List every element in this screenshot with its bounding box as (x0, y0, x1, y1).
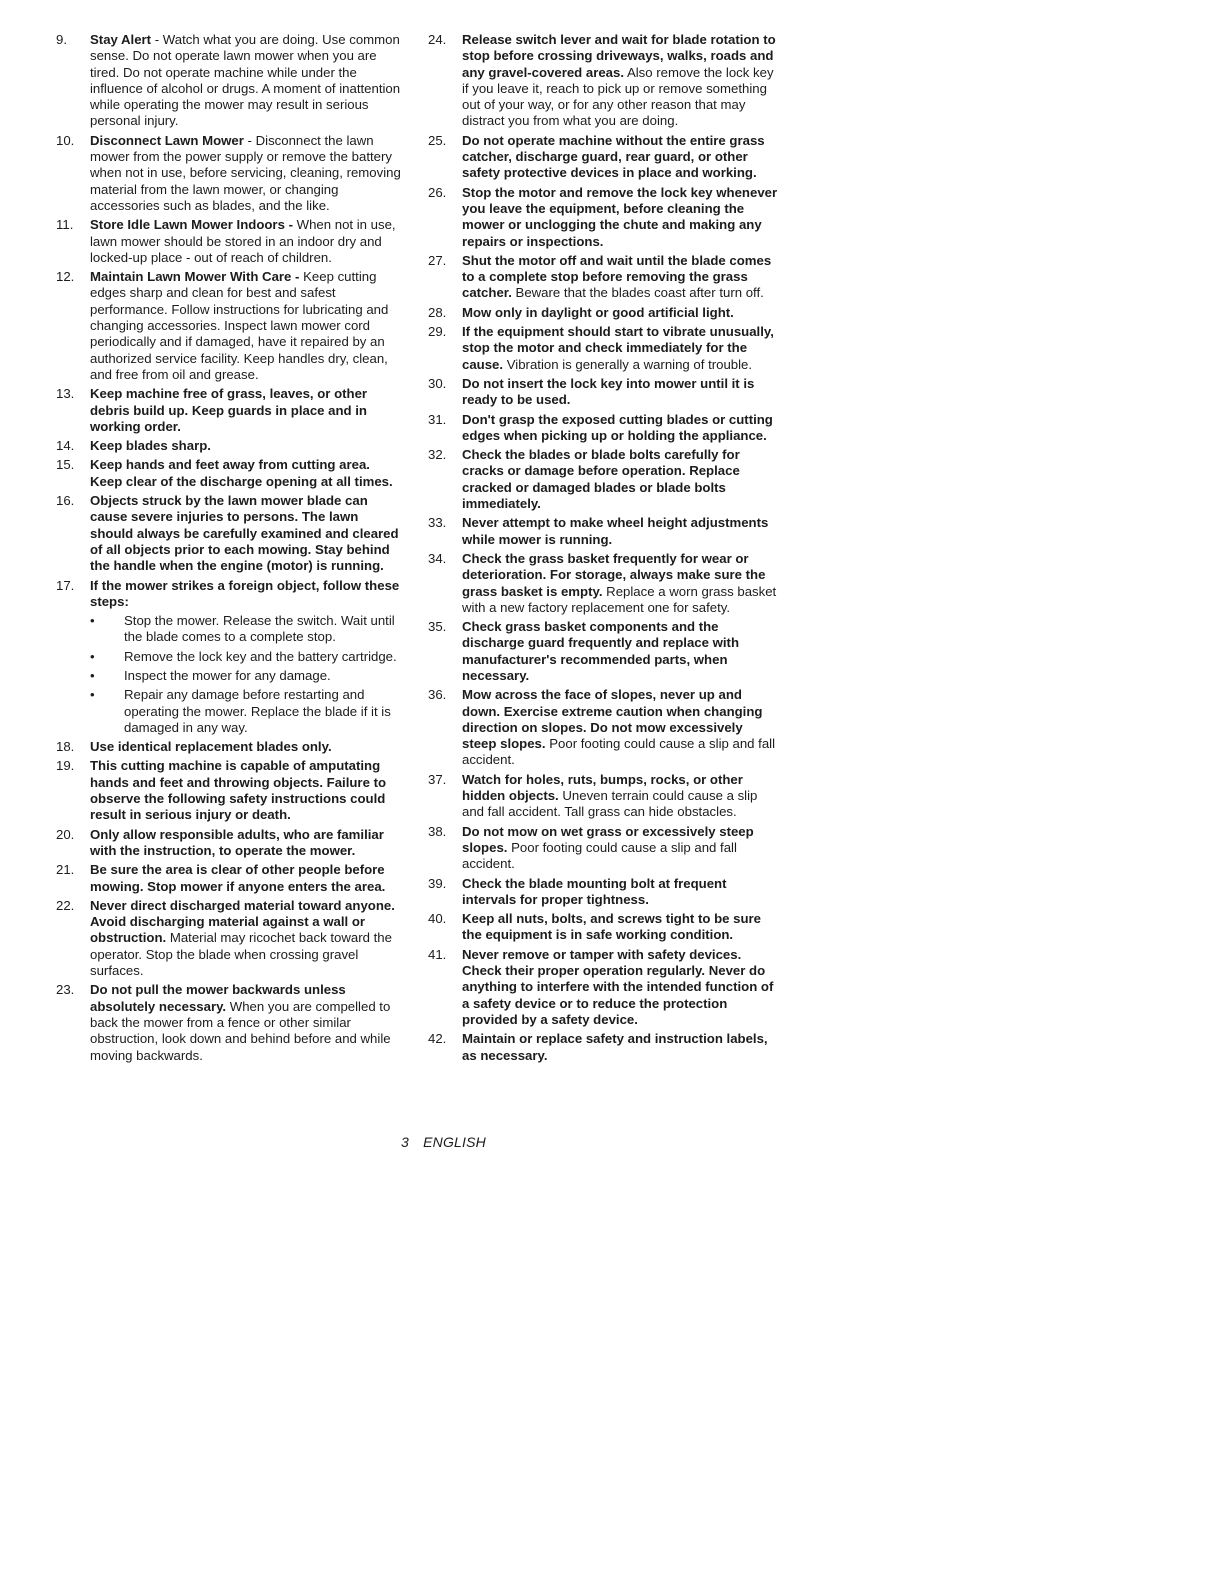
item-number: 24. (428, 32, 447, 47)
bullet-item (90, 668, 402, 684)
item-heading: Check the blade mounting bolt at frequent intervals for proper tightness. (462, 875, 727, 907)
safety-item (428, 551, 778, 616)
safety-item (56, 862, 402, 895)
item-number: 20. (56, 826, 75, 842)
item-heading: Mow only in daylight or good artificial light. (462, 304, 734, 320)
item-heading: If the equipment should start to vibrate unusually, stop the motor and check immediately for the cause. (462, 324, 774, 372)
bullet-dot: • (90, 648, 95, 664)
item-heading: Do not operate machine without the entire grass catcher, discharge guard, rear guard, or other safety protective devices in place and working. (462, 132, 765, 181)
item-number: 32. (428, 447, 447, 463)
item-heading: Shut the motor off and wait until the blade comes to a complete stop before removing the grass catcher. (462, 252, 772, 301)
item-heading: Only allow responsible adults, who are familiar with the instruction, to operate the mower. (90, 826, 384, 858)
item-number: 17. (56, 577, 75, 593)
safety-item (56, 758, 402, 823)
safety-item (428, 253, 778, 302)
item-heading: Do not pull the mower backwards unless absolutely necessary. (90, 982, 346, 1014)
right-column (428, 32, 778, 1067)
safety-item (56, 898, 402, 979)
item-text: When not in use, lawn mower should be stored in an indoor dry and locked-up place - out of reach of children. (90, 217, 396, 265)
safety-item (56, 133, 402, 214)
item-heading: Store Idle Lawn Mower Indoors - (90, 217, 293, 233)
safety-item (56, 982, 402, 1063)
safety-item (428, 376, 778, 409)
safety-item (56, 438, 402, 454)
safety-item (428, 619, 778, 684)
item-heading: Keep hands and feet away from cutting area. Keep clear of the discharge opening at all times. (90, 457, 393, 489)
safety-item (428, 515, 778, 548)
safety-item (56, 739, 402, 755)
safety-item (428, 305, 778, 321)
bullet-dot: • (90, 667, 95, 683)
item-number: 18. (56, 739, 75, 755)
safety-item (428, 133, 778, 182)
item-number: 33. (428, 515, 447, 531)
safety-item (56, 578, 402, 611)
item-number: 37. (428, 771, 447, 787)
item-number: 15. (56, 457, 75, 473)
item-number: 30. (428, 375, 447, 391)
page-footer (401, 1134, 486, 1150)
safety-item (428, 876, 778, 909)
bullet-list (90, 613, 402, 736)
safety-item (56, 457, 402, 490)
safety-item (428, 1031, 778, 1064)
item-heading: Check grass basket components and the discharge guard frequently and replace with manufacturer's recommended parts, when necessary. (462, 619, 740, 683)
safety-item (428, 911, 778, 944)
item-number: 34. (428, 550, 447, 566)
item-heading: Keep blades sharp. (90, 438, 211, 454)
item-number: 12. (56, 269, 75, 285)
item-number: 38. (428, 823, 447, 839)
safety-item (428, 947, 778, 1028)
item-number: 13. (56, 386, 75, 402)
item-heading: Release switch lever and wait for blade rotation to stop before crossing driveways, walks, roads and any gravel-covered areas. (462, 32, 776, 80)
item-text: - Disconnect the lawn mower from the power supply or remove the battery when not in use, before servicing, cleaning, removing material from the lawn mower, or changing accessories such as blades, and the like. (90, 132, 401, 213)
item-heading: Keep machine free of grass, leaves, or other debris build up. Keep guards in place and in working order. (90, 386, 368, 434)
item-heading: Stay Alert (90, 32, 152, 47)
item-number: 16. (56, 493, 75, 509)
item-heading: Disconnect Lawn Mower (90, 132, 244, 148)
item-heading: Maintain or replace safety and instruction labels, as necessary. (462, 1031, 768, 1063)
safety-item (428, 412, 778, 445)
safety-item (428, 824, 778, 873)
item-number: 9. (56, 32, 67, 47)
safety-item (428, 687, 778, 768)
bullet-item (90, 687, 402, 736)
item-text: Also remove the lock key if you leave it, reach to pick up or remove something out of your way, or for any other reason that may distract you from what you are doing. (462, 64, 774, 129)
bullet-text: Inspect the mower for any damage. (124, 667, 331, 683)
item-text: Beware that the blades coast after turn off. (511, 285, 764, 301)
item-heading: Be sure the area is clear of other people before mowing. Stop mower if anyone enters the area. (90, 862, 386, 894)
item-heading: Mow across the face of slopes, never up and down. Exercise extreme caution when changing direction on slopes. Do not mow excessively steep slopes. (462, 687, 763, 752)
safety-item (428, 447, 778, 512)
safety-item (56, 217, 402, 266)
item-number: 39. (428, 875, 447, 891)
item-number: 27. (428, 252, 447, 268)
item-heading: Stop the motor and remove the lock key whenever you leave the equipment, before cleaning the mower or unclogging the chute and making any repairs or inspections. (462, 184, 778, 249)
item-number: 29. (428, 324, 447, 340)
bullet-text: Stop the mower. Release the switch. Wait until the blade comes to a complete stop. (124, 613, 395, 645)
safety-item (56, 386, 402, 435)
item-number: 36. (428, 687, 447, 703)
item-text: Keep cutting edges sharp and clean for best and safest performance. Follow instructions for lubricating and changing accessories. Inspect lawn mower cord periodically and if damaged, have it repaired by an authorized service facility. Keep handles dry, clean, and free from oil and grease. (90, 269, 389, 382)
item-heading: Objects struck by the lawn mower blade can cause severe injuries to persons. The lawn should always be carefully examined and cleared of all objects prior to each mowing. Stay behind the handle when the engine (motor) is running. (90, 493, 399, 574)
item-number: 41. (428, 946, 447, 962)
item-heading: Keep all nuts, bolts, and screws tight to be sure the equipment is in safe working condition. (462, 911, 761, 943)
bullet-dot: • (90, 613, 95, 629)
bullet-item (90, 649, 402, 665)
item-number: 23. (56, 982, 75, 998)
item-number: 35. (428, 619, 447, 635)
item-heading: Don't grasp the exposed cutting blades or cutting edges when picking up or holding the appliance. (462, 411, 773, 443)
item-text: Material may ricochet back toward the operator. Stop the blade when crossing gravel surfaces. (90, 930, 392, 979)
item-number: 21. (56, 862, 75, 878)
item-heading: Do not insert the lock key into mower until it is ready to be used. (462, 375, 755, 408)
page-language: ENGLISH (423, 1134, 486, 1150)
item-heading: Do not mow on wet grass or excessively steep slopes. (462, 823, 754, 855)
item-heading: Maintain Lawn Mower With Care - (90, 269, 300, 285)
item-text: Poor footing could cause a slip and fall accident. (462, 736, 776, 768)
item-heading: Never direct discharged material toward anyone. Avoid discharging material against a wall or obstruction. (90, 897, 395, 946)
bullet-dot: • (90, 687, 95, 703)
item-heading: Never remove or tamper with safety devices. Check their proper operation regularly. Never do anything to interfere with the intended function of a safety device or to reduce the protection provided by a safety device. (462, 946, 774, 1027)
item-text: Poor footing could cause a slip and fall accident. (462, 839, 737, 872)
left-safety-list-continued (56, 739, 402, 1064)
item-heading: Watch for holes, ruts, bumps, rocks, or other hidden objects. (462, 771, 743, 804)
item-number: 10. (56, 132, 75, 148)
item-heading: Check the grass basket frequently for wear or deterioration. For storage, always make sure the grass basket is empty. (462, 550, 766, 599)
bullet-item (90, 613, 402, 646)
safety-item (56, 493, 402, 574)
safety-item (428, 772, 778, 821)
bullet-steps (56, 613, 402, 736)
item-number: 25. (428, 132, 447, 148)
safety-item (56, 269, 402, 383)
right-safety-list (428, 32, 778, 1064)
left-column (56, 32, 402, 1067)
item-number: 22. (56, 897, 75, 913)
item-heading: Never attempt to make wheel height adjustments while mower is running. (462, 515, 769, 547)
item-heading: If the mower strikes a foreign object, follow these steps: (90, 577, 400, 609)
item-number: 40. (428, 911, 447, 927)
item-text: - Watch what you are doing. Use common sense. Do not operate lawn mower when you are tired. Do not operate machine while under the influence of alcohol or drugs. A moment of inattention while operating the mower may result in serious personal injury. (90, 32, 401, 129)
bullet-text: Remove the lock key and the battery cartridge. (124, 648, 397, 664)
item-number: 26. (428, 184, 447, 200)
item-number: 28. (428, 304, 447, 320)
safety-item (428, 32, 778, 130)
safety-item (56, 827, 402, 860)
item-text: Vibration is generally a warning of trouble. (503, 356, 753, 372)
item-number: 31. (428, 411, 447, 427)
item-text: Uneven terrain could cause a slip and fall accident. Tall grass can hide obstacles. (462, 788, 758, 820)
item-number: 19. (56, 758, 75, 774)
item-heading: This cutting machine is capable of amputating hands and feet and throwing objects. Failure to observe the following safety instructions could result in serious injury or death. (90, 758, 387, 823)
left-safety-list (56, 32, 402, 610)
bullet-text: Repair any damage before restarting and operating the mower. Replace the blade if it is damaged in any way. (124, 687, 391, 735)
item-number: 11. (56, 217, 74, 233)
item-number: 42. (428, 1031, 447, 1047)
item-heading: Use identical replacement blades only. (90, 739, 332, 755)
page-number: 3 (401, 1134, 409, 1150)
item-number: 14. (56, 438, 75, 454)
safety-item (56, 32, 402, 130)
safety-item (428, 324, 778, 373)
item-text: Replace a worn grass basket with a new factory replacement one for safety. (462, 583, 777, 615)
safety-item (428, 185, 778, 250)
item-heading: Check the blades or blade bolts carefully for cracks or damage before operation. Replace cracked or damaged blades or blade bolts immediately. (462, 447, 740, 512)
item-text: When you are compelled to back the mower from a fence or other similar obstruction, look down and behind before and while moving backwards. (90, 998, 391, 1063)
